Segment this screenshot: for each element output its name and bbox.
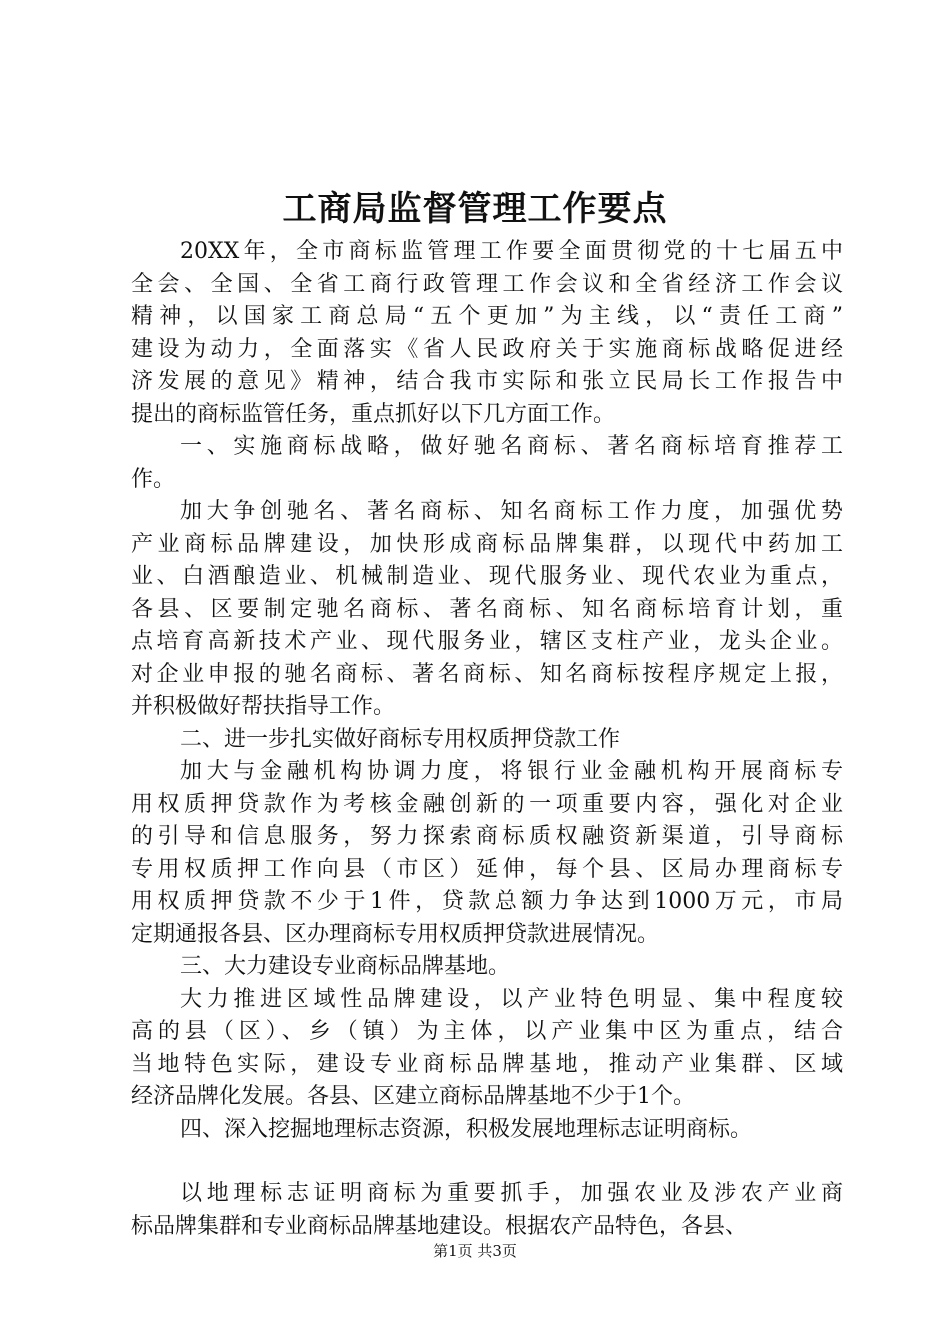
paragraph-line: 20XX年，全市商标监管理工作要全面贯彻党的十七届五中 bbox=[180, 239, 843, 264]
document-body bbox=[131, 236, 843, 1243]
paragraph-line: 大力推进区域性品牌建设，以产业特色明显、集中程度较 bbox=[180, 986, 843, 1012]
paragraph-line: 用权质押贷款不少于1件，贷款总额力争达到1000万元，市局 bbox=[131, 889, 843, 914]
paragraph bbox=[131, 1114, 843, 1147]
paragraph-line: 加大与金融机构协调力度，将银行业金融机构开展商标专 bbox=[180, 759, 843, 784]
page-footer: 第1页 共3页 bbox=[433, 1242, 517, 1260]
document-title: 工商局监督管理工作要点 bbox=[282, 189, 668, 229]
paragraph-line: 作。 bbox=[131, 466, 176, 492]
paragraph-line: 产业商标品牌建设，加快形成商标品牌集群，以现代中药加工 bbox=[131, 531, 843, 557]
paragraph bbox=[131, 496, 843, 724]
paragraph-line: 济发展的意见》精神，结合我市实际和张立民局长工作报告中 bbox=[131, 369, 843, 394]
paragraph bbox=[131, 1178, 843, 1243]
paragraph-line: 加大争创驰名、著名商标、知名商标工作力度，加强优势 bbox=[180, 499, 843, 524]
paragraph-line: 一、实施商标战略，做好驰名商标、著名商标培育推荐工 bbox=[180, 434, 843, 459]
paragraph-line: 当地特色实际，建设专业商标品牌基地，推动产业集群、区域 bbox=[131, 1051, 843, 1077]
paragraph-line: 点培育高新技术产业、现代服务业，辖区支柱产业，龙头企业。 bbox=[131, 629, 843, 654]
paragraph-line: 提出的商标监管任务，重点抓好以下几方面工作。 bbox=[131, 401, 616, 427]
paragraph bbox=[131, 984, 843, 1114]
paragraph bbox=[131, 724, 843, 757]
paragraph-line: 四、深入挖掘地理标志资源，积极发展地理标志证明商标。 bbox=[180, 1116, 753, 1142]
paragraph bbox=[131, 951, 843, 984]
paragraph-line: 对企业申报的驰名商标、著名商标、知名商标按程序规定上报， bbox=[131, 661, 843, 687]
paragraph-line: 定期通报各县、区办理商标专用权质押贷款进展情况。 bbox=[131, 921, 660, 947]
paragraph-line: 精神，以国家工商总局“五个更加”为主线，以“责任工商” bbox=[131, 304, 843, 329]
paragraph-line: 建设为动力，全面落实《省人民政府关于实施商标战略促进经 bbox=[131, 336, 843, 362]
paragraph-line: 高的县（区）、乡（镇）为主体，以产业集中区为重点，结合 bbox=[131, 1019, 843, 1044]
paragraph-line: 专用权质押工作向县（市区）延伸，每个县、区局办理商标专 bbox=[131, 856, 843, 882]
paragraph-line: 标品牌集群和专业商标品牌基地建设。根据农产品特色，各县、 bbox=[131, 1213, 748, 1239]
paragraph-line: 用权质押贷款作为考核金融创新的一项重要内容，强化对企业 bbox=[131, 791, 843, 817]
paragraph-line: 以地理标志证明商标为重要抓手，加强农业及涉农产业商 bbox=[180, 1181, 843, 1206]
paragraph bbox=[131, 431, 843, 496]
paragraph-line: 业、白酒酿造业、机械制造业、现代服务业、现代农业为重点， bbox=[131, 564, 843, 589]
paragraph bbox=[131, 756, 843, 951]
paragraph bbox=[131, 236, 843, 431]
paragraph-line: 全会、全国、全省工商行政管理工作会议和全省经济工作会议 bbox=[131, 271, 843, 297]
paragraph-line: 三、大力建设专业商标品牌基地。 bbox=[180, 954, 511, 979]
paragraph-line: 并积极做好帮扶指导工作。 bbox=[131, 694, 396, 719]
paragraph-line: 各县、区要制定驰名商标、著名商标、知名商标培育计划，重 bbox=[131, 596, 843, 622]
paragraph-line: 经济品牌化发展。各县、区建立商标品牌基地不少于1个。 bbox=[131, 1084, 695, 1109]
paragraph-gap bbox=[131, 1146, 843, 1178]
paragraph-line: 的引导和信息服务，努力探索商标质权融资新渠道，引导商标 bbox=[131, 824, 843, 849]
paragraph-line: 二、进一步扎实做好商标专用权质押贷款工作 bbox=[180, 726, 621, 752]
